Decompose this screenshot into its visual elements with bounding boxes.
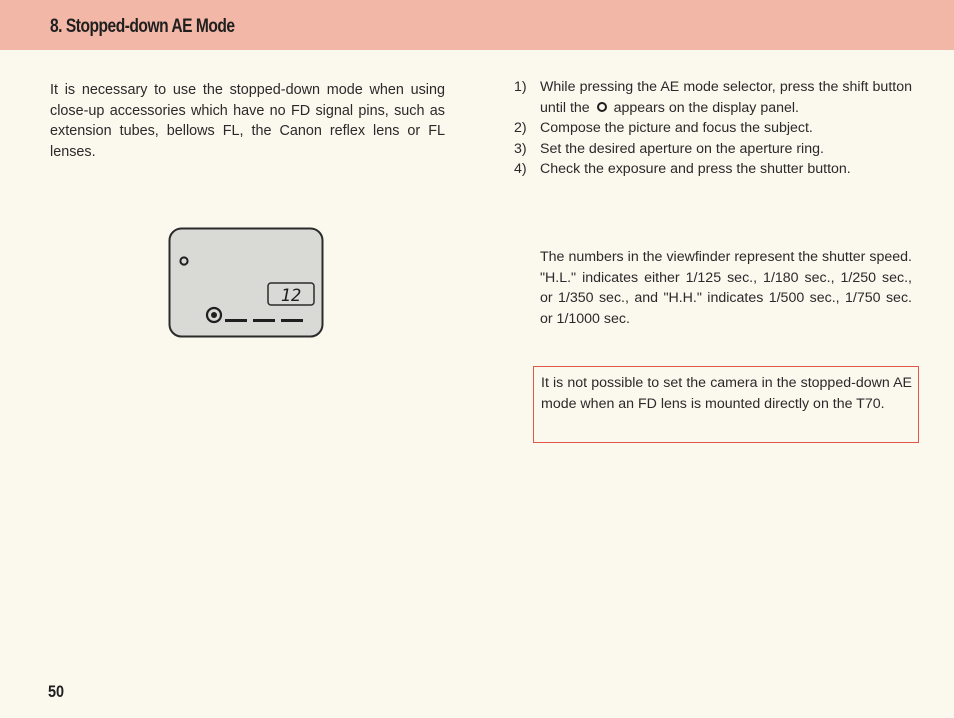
shutter-speed-note: The numbers in the viewfinder represent the shutter speed. "H.L." indicates either 1/125 sec., 1/180 sec., 1/250 sec., or 1/350 sec., and "H.H." indicates 1/500 sec., 1/750 sec. or 1/1000 sec. [540, 249, 912, 327]
step-item [514, 77, 912, 118]
warning-text: It is not possible to set the camera in the stopped-down AE mode when an FD lens is mounted directly on the T70. [541, 375, 912, 412]
aperture-dash-1 [225, 319, 247, 322]
step-text: Set the desired aperture on the aperture ring. [540, 140, 824, 157]
page-number: 50 [48, 682, 65, 701]
step-number: 3) [514, 140, 527, 157]
step-text: appears on the display panel. [613, 99, 799, 116]
step-number: 1) [514, 79, 527, 95]
aperture-dash-3 [281, 319, 303, 322]
intro-paragraph: It is necessary to use the stopped-down mode when using close-up accessories which have no FD signal pins, such as extension tubes, bellows FL, the Canon reflex lens or FL lenses. [50, 82, 445, 160]
step-item [514, 159, 912, 180]
display-panel-illustration [168, 227, 324, 338]
warning-box [533, 366, 919, 443]
step-number: 2) [514, 120, 527, 137]
section-title: 8. Stopped-down AE Mode [50, 16, 235, 37]
step-text: Check the exposure and press the shutter button. [540, 161, 851, 178]
lcd-panel-svg [168, 227, 324, 338]
step-item [514, 139, 912, 160]
aperture-dash-2 [253, 319, 275, 322]
procedure-steps [514, 77, 912, 180]
step-text: Compose the picture and focus the subject. [540, 120, 813, 137]
step-item [514, 118, 912, 139]
shutter-speed-readout: 12 [280, 286, 302, 306]
stopped-down-mode-icon [596, 101, 608, 113]
step-text: While pressing the AE mode selector, press the shift button until the [540, 79, 912, 116]
step-number: 4) [514, 161, 527, 178]
